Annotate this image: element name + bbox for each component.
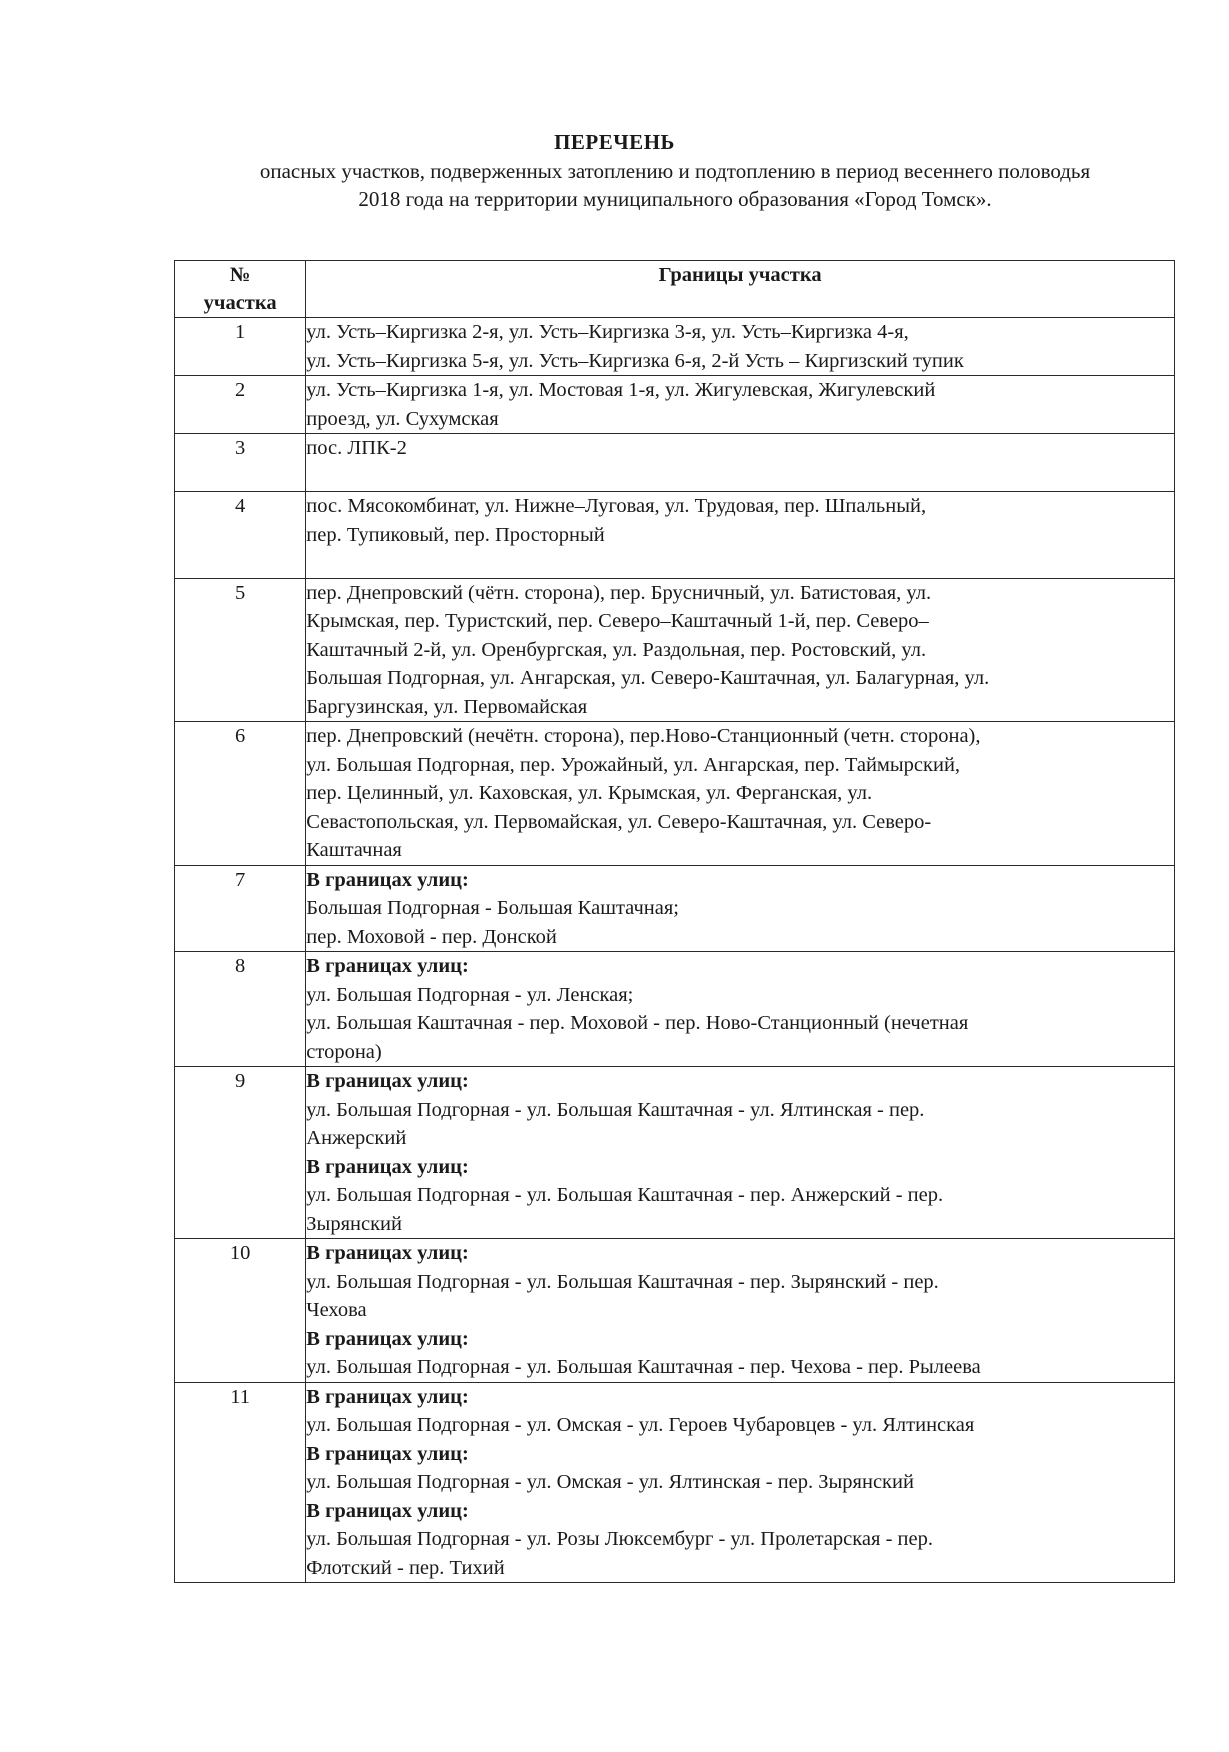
bounds-line: ул. Усть–Киргизка 1-я, ул. Мостовая 1-я, ул. Жигулевская, Жигулевский xyxy=(306,379,936,401)
bounds-line: Крымская, пер. Туристский, пер. Северо–Каштачный 1-й, пер. Северо– xyxy=(306,610,929,632)
header-number xyxy=(175,261,306,318)
area-number: 2 xyxy=(175,376,306,434)
bounds-line: ул. Большая Подгорная - ул. Ленская; xyxy=(306,983,634,1006)
table-row xyxy=(175,1382,1175,1583)
area-bounds xyxy=(306,865,1175,952)
areas-table xyxy=(174,260,1175,1583)
bounds-line xyxy=(306,463,1174,492)
bounds-line: пер. Днепровский (чётн. сторона), пер. Брусничный, ул. Батистовая, ул. xyxy=(306,581,932,604)
bounds-line: ул. Большая Каштачная - пер. Моховой - пер. Ново-Станционный (нечетная xyxy=(306,1012,969,1034)
table-row xyxy=(175,865,1175,952)
bounds-line: пос. ЛПК-2 xyxy=(306,437,407,459)
bounds-line: ул. Усть–Киргизка 2-я, ул. Усть–Киргизка 3-я, ул. Усть–Киргизка 4-я, xyxy=(306,321,909,343)
area-number: 8 xyxy=(175,952,306,1067)
bounds-line: Каштачная xyxy=(306,839,402,861)
bounds-heading: В границах улиц: xyxy=(306,1385,469,1408)
area-bounds xyxy=(306,318,1175,376)
bounds-line: Большая Подгорная, ул. Ангарская, ул. Северо-Каштачная, ул. Балагурная, ул. xyxy=(306,667,990,689)
bounds-line: Анжерский xyxy=(306,1127,407,1149)
area-bounds xyxy=(306,1239,1175,1383)
bounds-line: ул. Большая Подгорная - ул. Большая Каштачная - пер. Анжерский - пер. xyxy=(306,1184,944,1206)
bounds-line: Каштачный 2-й, ул. Оренбургская, ул. Раздольная, пер. Ростовский, ул. xyxy=(306,638,927,661)
table-row xyxy=(175,1067,1175,1239)
bounds-line: Севастопольская, ул. Первомайская, ул. Северо-Каштачная, ул. Северо- xyxy=(306,810,932,833)
document-title: ПЕРЕЧЕНЬ xyxy=(554,130,675,154)
area-bounds xyxy=(306,1382,1175,1583)
table-row xyxy=(175,578,1175,722)
bounds-line: ул. Большая Подгорная - ул. Розы Люксембург - ул. Пролетарская - пер. xyxy=(306,1528,933,1550)
bounds-line: ул. Большая Подгорная - ул. Большая Каштачная - пер. Зырянский - пер. xyxy=(306,1270,939,1293)
bounds-heading: В границах улиц: xyxy=(306,1327,469,1350)
bounds-heading: В границах улиц: xyxy=(306,1155,469,1178)
bounds-line: ул. Большая Подгорная - ул. Большая Каштачная - ул. Ялтинская - пер. xyxy=(306,1098,925,1121)
bounds-line: пер. Тупиковый, пер. Просторный xyxy=(306,523,605,546)
header-bounds: Границы участка xyxy=(306,261,1175,318)
area-number: 5 xyxy=(175,578,306,722)
area-number: 4 xyxy=(175,492,306,579)
bounds-heading: В границах улиц: xyxy=(306,955,469,977)
area-number: 9 xyxy=(175,1067,306,1239)
bounds-line: ул. Большая Подгорная - ул. Большая Каштачная - пер. Чехова - пер. Рылеева xyxy=(306,1356,981,1378)
bounds-heading: В границах улиц: xyxy=(306,1499,469,1522)
table-row xyxy=(175,376,1175,434)
bounds-line: пер. Днепровский (нечётн. сторона), пер.Ново-Станционный (четн. сторона), xyxy=(306,725,981,747)
area-bounds xyxy=(306,722,1175,866)
header-number-label: участка xyxy=(203,292,277,314)
area-bounds xyxy=(306,1067,1175,1239)
bounds-line: ул. Большая Подгорная - ул. Омская - ул. Ялтинская - пер. Зырянский xyxy=(306,1471,914,1493)
bounds-line xyxy=(306,549,1174,578)
area-bounds xyxy=(306,578,1175,722)
bounds-line: ул. Большая Подгорная - ул. Омская - ул. Героев Чубаровцев - ул. Ялтинская xyxy=(306,1414,975,1436)
table-row xyxy=(175,318,1175,376)
area-bounds xyxy=(306,376,1175,434)
area-bounds xyxy=(306,434,1175,492)
bounds-heading: В границах улиц: xyxy=(306,1070,469,1092)
subtitle-line-2: 2018 года на территории муниципального образования «Город Томск». xyxy=(358,187,992,211)
area-bounds xyxy=(306,492,1175,579)
area-number: 10 xyxy=(175,1239,306,1383)
bounds-line: Большая Подгорная - Большая Каштачная; xyxy=(306,897,679,919)
table-row xyxy=(175,492,1175,579)
area-number: 1 xyxy=(175,318,306,376)
bounds-heading: В границах улиц: xyxy=(306,868,469,891)
bounds-line: проезд, ул. Сухумская xyxy=(306,407,499,430)
table-body xyxy=(175,318,1175,1583)
area-number: 3 xyxy=(175,434,306,492)
table-row xyxy=(175,434,1175,492)
document-subtitle xyxy=(175,157,1175,213)
area-bounds xyxy=(306,952,1175,1067)
bounds-line: сторона) xyxy=(306,1040,382,1063)
table-row xyxy=(175,722,1175,866)
bounds-line: ул. Большая Подгорная, пер. Урожайный, ул. Ангарская, пер. Таймырский, xyxy=(306,753,961,776)
area-number: 6 xyxy=(175,722,306,866)
bounds-line: Баргузинская, ул. Первомайская xyxy=(306,695,588,718)
bounds-line: пос. Мясокомбинат, ул. Нижне–Луговая, ул. Трудовая, пер. Шпальный, xyxy=(306,495,927,517)
subtitle-line-1: опасных участков, подверженных затоплению и подтоплению в период весеннего половодья xyxy=(259,159,1091,183)
bounds-line: Чехова xyxy=(306,1299,367,1321)
bounds-line: пер. Моховой - пер. Донской xyxy=(306,925,557,948)
area-number: 11 xyxy=(175,1382,306,1583)
table-header-row xyxy=(175,261,1175,318)
bounds-line: пер. Целинный, ул. Каховская, ул. Крымская, ул. Ферганская, ул. xyxy=(306,782,873,804)
table-row xyxy=(175,952,1175,1067)
bounds-heading: В границах улиц: xyxy=(306,1442,469,1465)
bounds-heading: В границах улиц: xyxy=(306,1242,469,1264)
header-number-symbol: № xyxy=(229,264,251,286)
bounds-line: Зырянский xyxy=(306,1212,402,1235)
table-row xyxy=(175,1239,1175,1383)
bounds-line: ул. Усть–Киргизка 5-я, ул. Усть–Киргизка 6-я, 2-й Усть – Киргизский тупик xyxy=(306,349,964,372)
bounds-line: Флотский - пер. Тихий xyxy=(306,1556,505,1579)
area-number: 7 xyxy=(175,865,306,952)
